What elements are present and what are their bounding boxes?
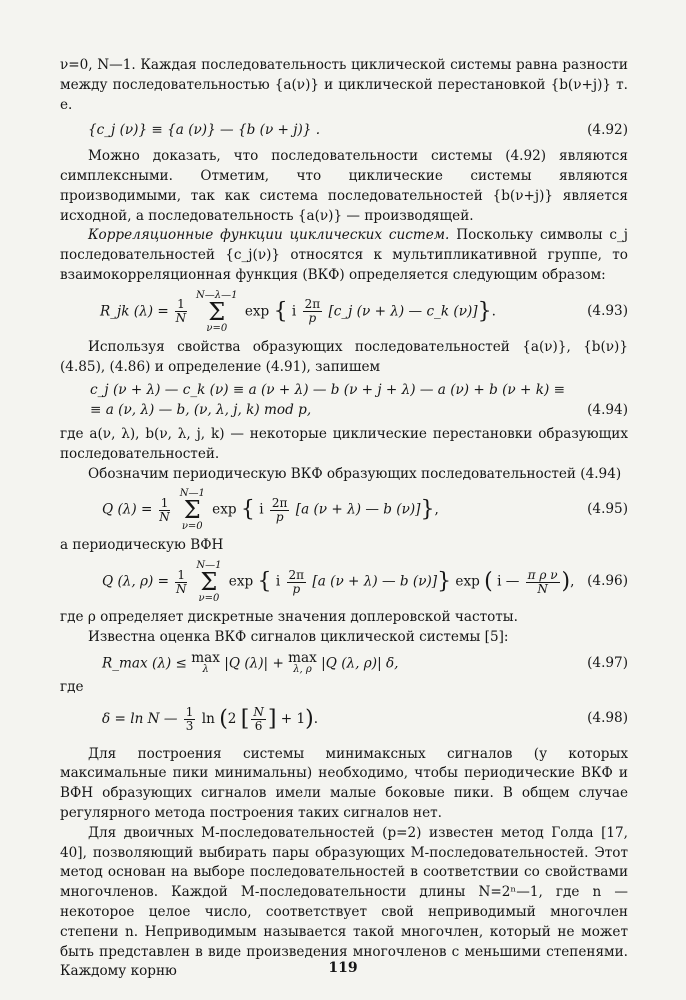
eq96-exp: exp (228, 573, 254, 590)
paragraph-12: Для двоичных М-последовательностей (p=2) известен метод Голда [17, 40], позволяющий выбирать пары образующих М-последовательностей. Этот метод основан на выборе последовательностей в соответствии со свойствами многочленов. Каждой М-последовательности длины N=2ⁿ—1, где n — некоторое целое число, соответствует свой неприводимый многочлен степени n. Неприводимым называется такой многочлен, который не может быть представлен в виде произведения многочленов с меньшими степенями. Каждому корню (60, 824, 628, 980)
eq97-middle: |Q (λ)| + (224, 655, 284, 672)
equation-4-93: R_jk (λ) = $\frac{1}{N}$ N—λ—1 Σ ν=0 exp { i $\frac{2\pi}{p}$ [c_j (ν + λ) — c_k (ν)]}. (4.93) (100, 289, 628, 334)
equation-4-92-number: (4.92) (587, 122, 628, 139)
equation-4-94 (60, 381, 628, 421)
eq98-lhs: δ = ln N — (102, 710, 178, 727)
eq96-exp-2: exp (455, 573, 480, 590)
paragraph-3-heading: Корреляционные функции циклических систем. (88, 227, 450, 244)
eq94-line-1: c_j (ν + λ) — c_k (ν) ≡ a (ν + λ) — b (ν + j + λ) — a (ν) + b (ν + k) ≡ (90, 382, 565, 399)
eq96-inner: [a (ν + λ) — b (ν)] (312, 573, 438, 590)
eq96-fraction-2: $\frac{2\pi}{p}$ (288, 567, 305, 596)
eq94-line-2: ≡ a (ν, λ) — b, (ν, λ, j, k) mod p, (90, 402, 312, 419)
equation-4-92-body: {c_j (ν)} ≡ {a (ν)} — {b (ν + j)} . (88, 122, 321, 139)
equation-4-97-number: (4.97) (587, 654, 628, 671)
paragraph-4: Используя свойства образующих последовательностей {a(ν)}, {b(ν)} (4.85), (4.86) и определение (4.91), запишем (60, 338, 628, 375)
eq93-fraction-2: $\frac{2\pi}{p}$ (304, 297, 321, 326)
eq93-sum: N—λ—1 Σ ν=0 (196, 289, 238, 334)
eq95-inner: [a (ν + λ) — b (ν)] (295, 501, 421, 518)
paragraph-3-text: Поскольку символы c_j последовательностей {c_j(ν)} относятся к мультипликативной группе, то взаимокорреляционная функция (ВКФ) определяется следующим образом: (60, 227, 629, 283)
paragraph-5: где a(ν, λ), b(ν, λ, j, k) — некоторые циклические перестановки образующих последовательностей. (60, 425, 628, 462)
equation-4-92 (60, 121, 628, 141)
eq96-fraction: $\frac{1}{N}$ (175, 567, 187, 596)
paragraph-9: Известна оценка ВКФ сигналов циклической системы [5]: (88, 628, 509, 645)
eq97-max-2: max λ, ρ (288, 649, 317, 675)
eq97-lhs: R_max (λ) ≤ (102, 655, 187, 672)
paragraph-3 (60, 226, 628, 285)
equation-4-98: δ = ln N — $\frac{1}{3}$ ln (2 [ $\frac{N}{6}$ ] + 1). (4.98) (102, 704, 628, 733)
eq96-lhs: Q (λ, ρ) = (102, 573, 170, 590)
eq95-fraction-2: $\frac{2\pi}{p}$ (271, 495, 288, 524)
paragraph-7: а периодическую ВФН (60, 537, 224, 554)
equation-4-98-number: (4.98) (587, 710, 628, 727)
eq95-fraction: $\frac{1}{N}$ (159, 495, 170, 524)
eq97-rhs: |Q (λ, ρ)| δ, (321, 655, 399, 672)
paragraph-2: Можно доказать, что последовательности системы (4.92) являются симплексными. Отметим, что циклические системы являются производимыми, так как система последовательностей {b(ν+j)} является исходной, а последовательность {a(ν)} — производящей. (60, 148, 628, 224)
equation-4-96-number: (4.96) (587, 573, 628, 590)
eq96-fraction-3: $\frac{\text{π ρ ν}}{N}$ (527, 567, 558, 596)
eq98-fraction: $\frac{1}{3}$ (185, 704, 194, 733)
eq95-lhs: Q (λ) = (102, 501, 153, 518)
eq95-exp: exp (212, 501, 237, 518)
equation-4-95: Q (λ) = $\frac{1}{N}$ N—1 Σ ν=0 exp { i $\frac{2\pi}{p}$ [a (ν + λ) — b (ν)]}, (4.95) (102, 488, 628, 533)
eq93-fraction: $\frac{1}{N}$ (175, 297, 187, 326)
paragraph-1: ν=0, N—1. Каждая последовательность циклической системы равна разности между последовательностью {a(ν)} и циклической перестановкой {b(ν+j)} т. е. (60, 57, 628, 113)
paragraph-6: Обозначим периодическую ВКФ образующих последовательностей (4.94) (88, 465, 622, 482)
eq95-sum: N—1 Σ ν=0 (179, 488, 205, 533)
paragraph-10: где (60, 678, 84, 695)
eq93-inner: [c_j (ν + λ) — c_k (ν)] (328, 303, 478, 320)
eq96-sum: N—1 Σ ν=0 (196, 560, 222, 605)
eq97-max-1: max λ (191, 649, 220, 675)
eq98-fraction-2: $\frac{N}{6}$ (253, 704, 264, 733)
eq93-lhs: R_jk (λ) = (100, 303, 169, 320)
paragraph-11: Для построения системы минимаксных сигналов (у которых максимальные пики минимальны) необходимо, чтобы периодические ВКФ и ВФН образующих сигналов имели малые боковые пики. В общем случае регулярного метода построения таких сигналов нет. (60, 745, 628, 821)
equation-4-93-number: (4.93) (587, 302, 628, 319)
page-number: 119 (328, 960, 358, 976)
equation-4-95-number: (4.95) (587, 501, 628, 518)
eq93-exp: exp (244, 303, 270, 320)
equation-4-97 (60, 649, 628, 676)
equation-4-94-number: (4.94) (587, 402, 628, 419)
equation-4-96: Q (λ, ρ) = $\frac{1}{N}$ N—1 Σ ν=0 exp { i $\frac{2\pi}{p}$ [a (ν + λ) — b (ν)]} exp ( i — $\frac{\text{π ρ ν}}{N}$ ), (4.96) (102, 560, 628, 605)
paragraph-8: где ρ определяет дискретные значения доплеровской частоты. (60, 609, 518, 626)
